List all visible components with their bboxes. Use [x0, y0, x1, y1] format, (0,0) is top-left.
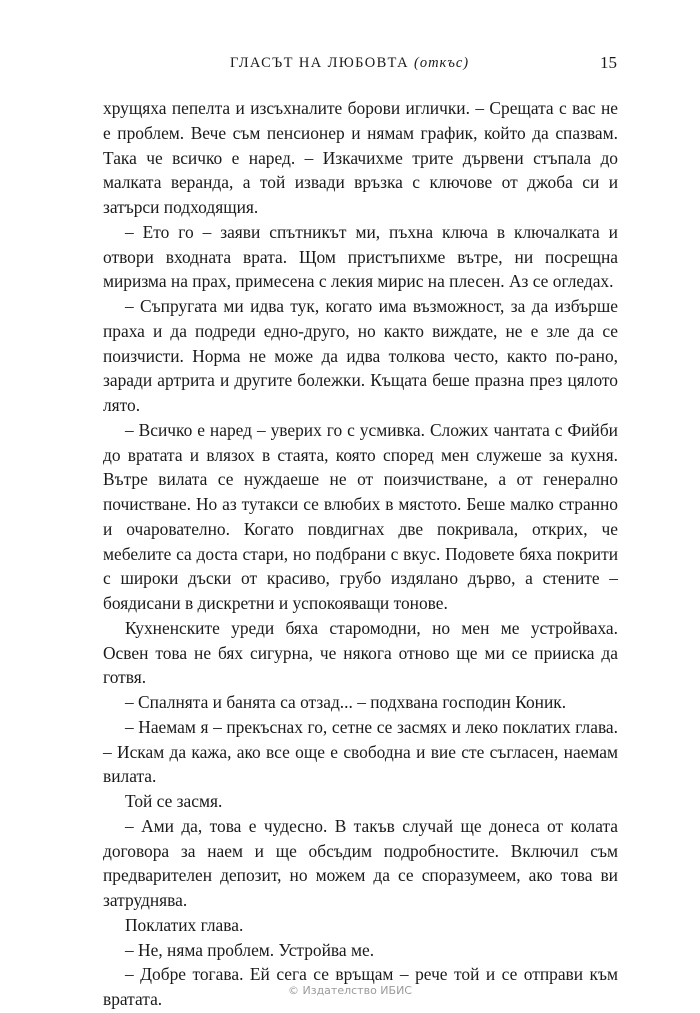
running-title: [230, 55, 469, 72]
paragraph: Той се засмя.: [125, 791, 223, 811]
paragraph: – Ами да, това е чудесно. В такъв случай ще донеса от колата договора за наем и ще обсъдим подробностите. Включил съм предварителен депозит, но можем да се споразумеем, ако това ви затруднява.: [103, 815, 618, 910]
book-title: ГЛАСЪТ НА ЛЮБОВТА: [230, 55, 409, 71]
paragraph: – Ето го – заяви спътникът ми, пъхна ключа в ключалката и отвори входната врата. Щом пристъпихме вътре, ни посрещна миризма на прах, примесена с лекия мирис на плесен. Аз се огледах.: [103, 221, 618, 292]
excerpt-label: (откъс): [414, 55, 470, 71]
page-header: [0, 55, 700, 79]
publisher-footer: © Издателство ИБИС: [288, 984, 412, 997]
paragraph: – Всичко е наред – уверих го с усмивка. Сложих чантата с Фийби до вратата и влязох в стаята, която според мен служеше за кухня. Вътре вилата се нуждаеше не от поизчистване, а от генерално почистване. Но аз тутакси се влюбих в мястото. Беше малко странно и очарователно. Когато повдигнах две покривала, открих, че мебелите са доста стари, но подбрани с вкус. Подовете бяха покрити с широки дъски от красиво, грубо издялано дърво, а стените – боядисани в дискретни и успокояващи тонове.: [103, 419, 618, 613]
paragraph: – Спалнята и банята са отзад... – подхвана господин Коник.: [125, 692, 567, 712]
page-number: 15: [600, 53, 617, 72]
paragraph: – Добре тогава. Ей сега се връщам – рече той и се отправи към вратата.: [103, 964, 618, 1009]
paragraph: Кухненските уреди бяха старомодни, но мен ме устройваха. Освен това не бях сигурна, че някога отново ще ми се прииска да готвя.: [103, 617, 618, 688]
paragraph: – Не, няма проблем. Устройва ме.: [125, 939, 375, 960]
paragraph: Поклатих глава.: [125, 914, 244, 935]
paragraph: хрущяха пепелта и изсъхналите борови иглички. – Срещата с вас не е проблем. Вече съм пенсионер и нямам график, който да спазвам. Така че всичко е наред. – Изкачихме трите дървени стъпала до малката веранда, а той извади връзка с ключове от джоба си и затърси подходящия.: [103, 98, 618, 217]
paragraph: – Съпругата ми идва тук, когато има възможност, за да избърше праха и да подреди едно-друго, но както виждате, не е зле да се поизчисти. Норма не може да идва толкова често, както по-рано, заради артрита и другите болежки. Къщата беше празна през цялото лято.: [103, 296, 618, 415]
body-text: [103, 96, 618, 1012]
paragraph: – Наемам я – прекъснах го, сетне се засмях и леко поклатих глава. – Искам да кажа, ако все още е свободна и вие сте съгласен, наемам вилата.: [103, 716, 618, 787]
